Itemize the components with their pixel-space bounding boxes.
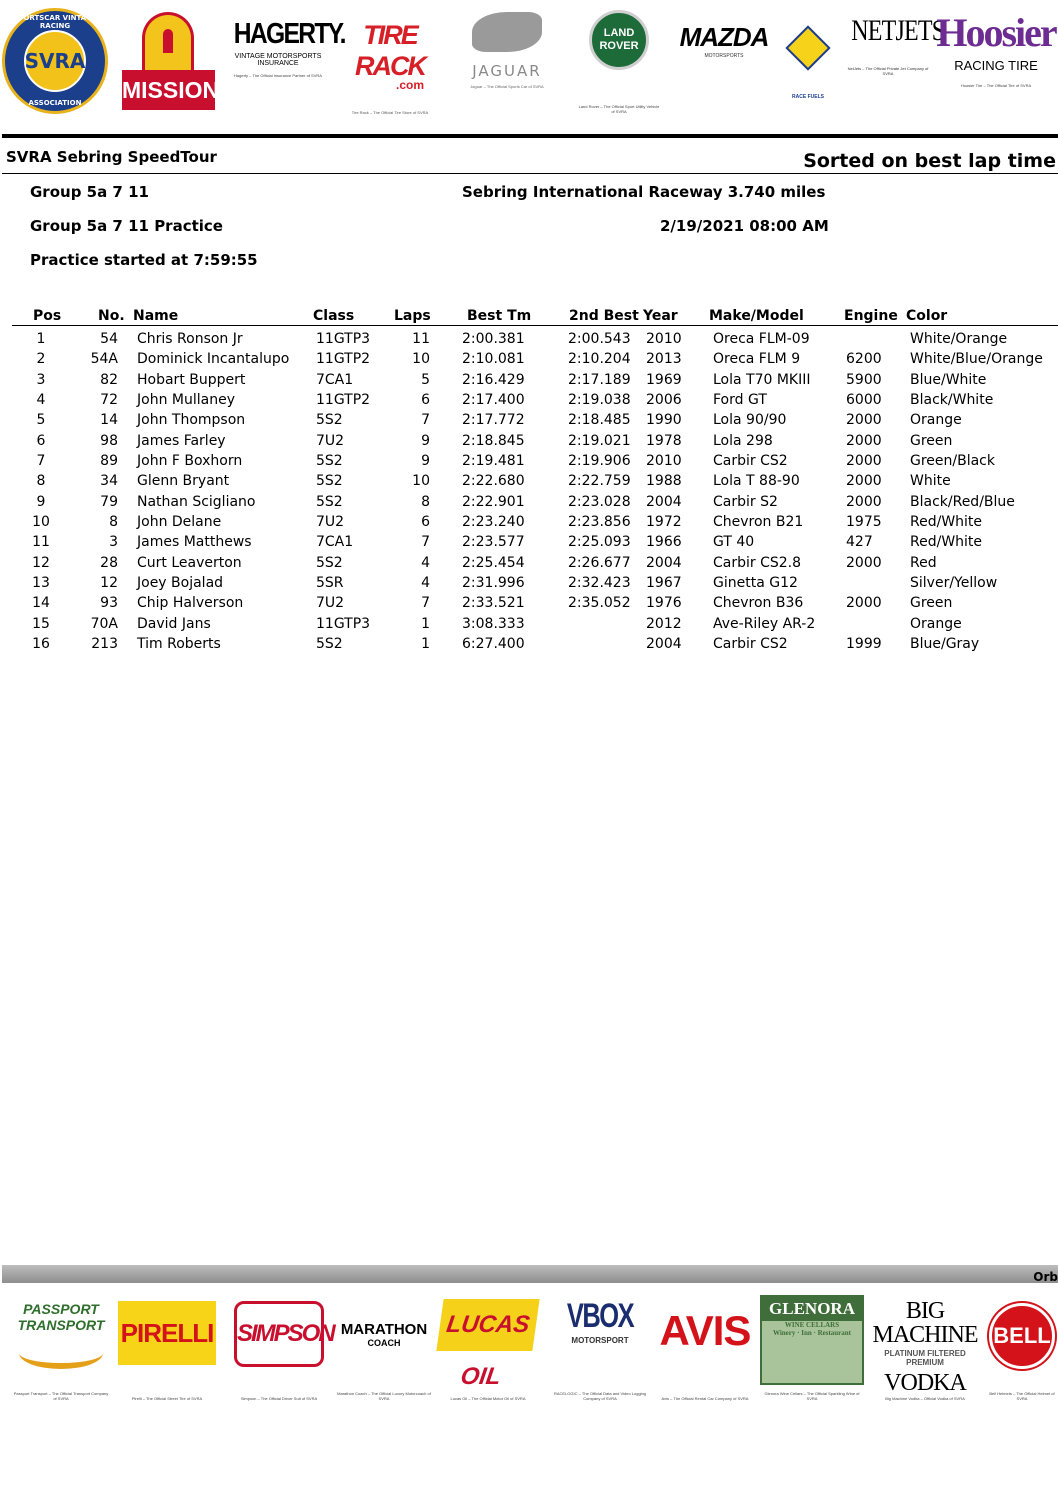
cell-class: 11GTP3 [316, 331, 371, 347]
col-second: 2nd Best [569, 308, 639, 324]
cell-make: Chevron B36 [713, 595, 804, 612]
cell-class: 7U2 [316, 432, 345, 449]
cell-color: Black/Red/Blue [910, 493, 1015, 510]
jaguar-logo [460, 12, 554, 104]
cell-make: Chevron B21 [713, 513, 804, 530]
cell-pos: 13 [32, 574, 50, 591]
vbox-wordmark: VBOX [566, 1297, 634, 1335]
cell-year: 1978 [646, 432, 682, 449]
cell-year: 2004 [646, 493, 682, 510]
cell-color: Blue/White [910, 371, 987, 388]
cell-laps: 7 [421, 534, 430, 551]
cell-second: 2:19.038 [568, 391, 631, 408]
cell-no: 3 [109, 534, 118, 551]
table-row [0, 615, 1058, 635]
simpson-wordmark: SIMPSON [234, 1301, 324, 1367]
cell-best: 3:08.333 [462, 615, 525, 632]
cell-year: 2004 [646, 635, 682, 652]
table-row [0, 371, 1058, 391]
netjets-logo [842, 14, 945, 104]
cell-year: 1972 [646, 513, 682, 530]
table-row [0, 554, 1058, 574]
cell-make: Carbir S2 [713, 493, 778, 510]
col-engine: Engine [844, 308, 898, 324]
cell-year: 2010 [646, 452, 682, 469]
cell-color: Silver/Yellow [910, 574, 998, 591]
sunoco-logo [788, 8, 828, 112]
sunoco-race-fuels: RACE FUELS [792, 94, 824, 100]
cell-pos: 14 [32, 595, 50, 612]
table-row [0, 513, 1058, 533]
table-row [0, 452, 1058, 472]
cell-pos: 15 [32, 615, 50, 632]
cell-best: 2:22.901 [462, 493, 525, 510]
netjets-wordmark: NETJETS [851, 14, 945, 47]
cell-no: 28 [100, 554, 118, 571]
big-machine-fineprint: Big Machine Vodka – Official Vodka of SVRA [885, 1396, 965, 1401]
cell-name: John Delane [137, 513, 222, 530]
bell-wordmark: BELL [989, 1303, 1055, 1369]
cell-name: Dominick Incantalupo [137, 351, 290, 368]
cell-second: 2:22.759 [568, 473, 631, 490]
cell-name: James Matthews [137, 534, 252, 551]
cell-year: 2012 [646, 615, 682, 632]
table-row [0, 391, 1058, 411]
cell-laps: 1 [421, 615, 430, 632]
cell-color: Red/White [910, 513, 983, 530]
hoosier-fineprint: Hoosier Tire – The Official Tire of SVRA [960, 83, 1032, 88]
mission-wordmark: MISSION [122, 70, 215, 110]
cell-laps: 10 [412, 473, 430, 490]
cell-name: John F Boxhorn [137, 452, 243, 469]
big-machine-tagline: PLATINUM FILTERED PREMIUM [884, 1349, 966, 1367]
mission-logo [122, 12, 220, 110]
cell-best: 2:25.454 [462, 554, 525, 571]
cell-class: 7CA1 [316, 534, 354, 551]
glenora-tagline: Winery · Inn · Restaurant [772, 1329, 852, 1337]
cell-year: 1967 [646, 574, 682, 591]
cell-best: 2:18.845 [462, 432, 525, 449]
jaguar-wordmark: JAGUAR [472, 62, 542, 80]
big-machine-wordmark: BIG MACHINE [872, 1298, 978, 1348]
cell-laps: 7 [421, 595, 430, 612]
cell-name: John Mullaney [137, 391, 235, 408]
cell-laps: 4 [421, 554, 430, 571]
cell-year: 1988 [646, 473, 682, 490]
header-rule-thick [2, 134, 1058, 138]
practice-start-label: Practice started at 7:59:55 [30, 251, 258, 269]
cell-pos: 10 [32, 513, 50, 530]
cell-engine: 6200 [846, 351, 882, 368]
cell-make: GT 40 [713, 534, 755, 551]
marathon-wordmark: MARATHON [340, 1321, 428, 1338]
glenora-logo [760, 1295, 864, 1401]
event-title: SVRA Sebring SpeedTour [6, 148, 217, 166]
cell-best: 2:17.400 [462, 391, 525, 408]
mission-bell-icon [142, 12, 194, 72]
cell-best: 2:23.240 [462, 513, 525, 530]
cell-engine: 2000 [846, 412, 882, 429]
col-make: Make/Model [709, 308, 804, 324]
cell-color: Red [910, 554, 937, 571]
cell-class: 11GTP2 [316, 391, 371, 408]
table-row [0, 574, 1058, 594]
cell-color: Black/White [910, 391, 994, 408]
svra-logo [2, 8, 108, 114]
sunoco-diamond-icon [785, 25, 830, 70]
table-row [0, 472, 1058, 492]
table-row [0, 533, 1058, 553]
table-row [0, 493, 1058, 513]
cell-no: 98 [100, 432, 118, 449]
cell-pos: 8 [36, 473, 46, 490]
landrover-oval: LAND ROVER [589, 10, 649, 70]
cell-engine: 2000 [846, 493, 882, 510]
table-row [0, 330, 1058, 350]
cell-no: 12 [100, 574, 118, 591]
cell-color: Orange [910, 615, 962, 632]
cell-year: 1990 [646, 412, 682, 429]
lucas-oil-wordmark: LUCAS OIL [436, 1299, 539, 1351]
footer-bar-text: Orb [1033, 1270, 1058, 1284]
passport-logo [12, 1295, 110, 1401]
cell-second: 2:19.906 [568, 452, 631, 469]
cell-engine: 2000 [846, 432, 882, 449]
cell-laps: 4 [421, 574, 430, 591]
cell-year: 2006 [646, 391, 682, 408]
cell-second: 2:25.093 [568, 534, 631, 551]
cell-no: 54A [90, 351, 118, 368]
marathon-fineprint: Marathon Coach – The Official Luxury Motorcoach of SVRA [337, 1391, 431, 1401]
session-label: Group 5a 7 11 Practice [30, 217, 223, 235]
cell-name: Nathan Scigliano [137, 493, 256, 510]
sort-order-label: Sorted on best lap time [803, 150, 1056, 172]
cell-no: 89 [100, 452, 118, 469]
footer-bar [2, 1265, 1058, 1283]
cell-pos: 16 [32, 635, 50, 652]
cell-no: 213 [91, 635, 118, 652]
col-laps: Laps [394, 308, 431, 324]
col-class: Class [313, 308, 355, 324]
big-machine-vodka: VODKA [884, 1370, 966, 1396]
cell-color: White [910, 473, 951, 490]
mazda-wordmark: MAZDA [679, 22, 769, 52]
cell-engine: 2000 [846, 595, 882, 612]
cell-laps: 10 [412, 351, 430, 368]
hagerty-fineprint: Hagerty – The Official Insurance Partner of SVRA [234, 73, 322, 78]
cell-make: Lola T70 MKIII [713, 371, 811, 388]
cell-no: 72 [100, 391, 118, 408]
session-datetime: 2/19/2021 08:00 AM [660, 217, 829, 235]
cell-second: 2:18.485 [568, 412, 631, 429]
vbox-logo [546, 1295, 654, 1401]
cell-no: 82 [100, 371, 118, 388]
cell-color: Green [910, 432, 953, 449]
table-row [0, 594, 1058, 614]
passport-swoosh-icon [19, 1337, 103, 1369]
col-name: Name [133, 308, 179, 324]
cell-class: 7CA1 [316, 371, 354, 388]
hoosier-wordmark: Hoosier [936, 10, 1056, 55]
cell-make: Lola 298 [713, 432, 773, 449]
cell-second: 2:23.028 [568, 493, 631, 510]
cell-best: 6:27.400 [462, 635, 525, 652]
cell-name: Hobart Buppert [137, 371, 246, 388]
glenora-fineprint: Glenora Wine Cellars – The Official Sparkling Wine of SVRA [764, 1391, 860, 1401]
cell-no: 14 [100, 412, 118, 429]
vbox-motorsport: MOTORSPORT [571, 1336, 629, 1345]
cell-class: 5SR [316, 574, 344, 591]
table-row [0, 432, 1058, 452]
marathon-coach: COACH [367, 1338, 401, 1348]
cell-second: 2:35.052 [568, 595, 631, 612]
cell-color: White/Blue/Orange [910, 351, 1043, 368]
cell-engine: 5900 [846, 371, 882, 388]
cell-pos: 7 [36, 452, 46, 469]
cell-best: 2:23.577 [462, 534, 525, 551]
cell-second: 2:32.423 [568, 574, 631, 591]
cell-make: Carbir CS2 [713, 635, 788, 652]
cell-make: Ave-Riley AR-2 [713, 615, 816, 632]
cell-class: 5S2 [316, 473, 343, 490]
cell-pos: 12 [32, 554, 50, 571]
cell-name: Tim Roberts [137, 635, 221, 652]
tirerack-fineprint: Tire Rack – The Official Tire Store of SVRA [351, 110, 429, 115]
cell-class: 7U2 [316, 513, 345, 530]
avis-wordmark: AVIS [659, 1307, 751, 1354]
passport-fineprint: Passport Transport – The Official Transport Company of SVRA [13, 1391, 109, 1401]
cell-laps: 1 [421, 635, 430, 652]
cell-laps: 9 [421, 452, 430, 469]
cell-make: Oreca FLM-09 [713, 331, 810, 347]
cell-no: 34 [100, 473, 118, 490]
glenora-label [760, 1295, 864, 1385]
svra-ring-top: SPORTSCAR VINTAGE RACING [13, 14, 97, 30]
landrover-logo [577, 10, 661, 114]
cell-pos: 3 [36, 371, 46, 388]
cell-laps: 8 [421, 493, 430, 510]
cell-make: Oreca FLM 9 [713, 351, 801, 368]
cell-name: Joey Bojalad [137, 574, 224, 591]
cell-no: 93 [100, 595, 118, 612]
cell-second: 2:10.204 [568, 351, 631, 368]
cell-pos: 2 [36, 351, 46, 368]
pirelli-wordmark: PIRELLI [118, 1301, 216, 1365]
col-year: Year [643, 308, 678, 324]
cell-no: 79 [100, 493, 118, 510]
svra-logo-main: SVRA [24, 30, 86, 92]
cell-pos: 9 [36, 493, 46, 510]
cell-no: 70A [90, 615, 118, 632]
cell-color: Blue/Gray [910, 635, 980, 652]
cell-name: David Jans [137, 615, 211, 632]
cell-best: 2:31.996 [462, 574, 525, 591]
cell-make: Carbir CS2 [713, 452, 788, 469]
table-row [0, 411, 1058, 431]
cell-pos: 1 [36, 331, 46, 347]
cell-name: Glenn Bryant [137, 473, 230, 490]
cell-year: 2013 [646, 351, 682, 368]
pirelli-fineprint: Pirelli – The Official Street Tire of SVRA [131, 1396, 203, 1401]
cell-laps: 5 [421, 371, 430, 388]
cell-color: Green [910, 595, 953, 612]
cell-best: 2:17.772 [462, 412, 525, 429]
cell-year: 2004 [646, 554, 682, 571]
hoosier-tagline: RACING TIRE [954, 58, 1038, 73]
cell-best: 2:00.381 [462, 331, 525, 347]
jaguar-fineprint: Jaguar – The Official Sports Car of SVRA [470, 84, 544, 89]
hoosier-logo [934, 4, 1058, 112]
cell-make: Ginetta G12 [713, 574, 798, 591]
tirerack-logo [344, 20, 436, 115]
table-row [0, 350, 1058, 370]
column-header-rule [12, 325, 1058, 326]
cell-name: Chris Ronson Jr [137, 331, 243, 347]
cell-engine: 2000 [846, 554, 882, 571]
hagerty-logo [226, 18, 345, 106]
cell-class: 7U2 [316, 595, 345, 612]
cell-color: Orange [910, 412, 962, 429]
landrover-fineprint: Land Rover – The Official Sport Utility Vehicle of SVRA [578, 104, 660, 114]
cell-class: 5S2 [316, 554, 343, 571]
track-label: Sebring International Raceway 3.740 miles [462, 183, 826, 201]
cell-class: 5S2 [316, 493, 343, 510]
cell-year: 1969 [646, 371, 682, 388]
cell-engine: 6000 [846, 391, 882, 408]
cell-name: Chip Halverson [137, 595, 244, 612]
cell-no: 8 [109, 513, 118, 530]
bell-logo [986, 1295, 1058, 1401]
passport-wordmark: PASSPORT TRANSPORT [17, 1301, 105, 1333]
header-rule-thin [2, 173, 1058, 174]
cell-year: 1976 [646, 595, 682, 612]
glenora-wine-cellars: WINE CELLARS [784, 1321, 840, 1329]
col-pos: Pos [33, 308, 62, 324]
netjets-fineprint: NetJets – The Official Private Jet Company of SVRA [847, 66, 929, 76]
cell-class: 11GTP2 [316, 351, 371, 368]
cell-engine: 2000 [846, 452, 882, 469]
vbox-fineprint: RACELOGIC – The Official Data and Video Logging Company of SVRA [553, 1391, 647, 1401]
lucas-oil-logo [438, 1295, 538, 1401]
cell-name: James Farley [137, 432, 226, 449]
cell-color: Red/White [910, 534, 983, 551]
cell-best: 2:10.081 [462, 351, 525, 368]
cell-laps: 6 [421, 391, 430, 408]
mazda-tagline: MOTORSPORTS [704, 53, 744, 59]
cell-engine: 1999 [846, 635, 882, 652]
cell-laps: 6 [421, 513, 430, 530]
cell-second: 2:00.543 [568, 331, 631, 347]
cell-second: 2:23.856 [568, 513, 631, 530]
simpson-fineprint: Simpson – The Official Driver Suit of SVRA [240, 1396, 318, 1401]
col-color: Color [906, 308, 948, 324]
tirerack-wordmark: TIRE RACK [355, 20, 425, 81]
cell-engine: 1975 [846, 513, 882, 530]
lucas-oil-fineprint: Lucas Oil – The Official Motor Oil of SVRA [450, 1396, 526, 1401]
mazda-logo [678, 8, 770, 112]
cell-best: 2:16.429 [462, 371, 525, 388]
cell-class: 11GTP3 [316, 615, 371, 632]
cell-make: Carbir CS2.8 [713, 554, 802, 571]
results-table [0, 330, 1058, 655]
cell-color: White/Orange [910, 331, 1008, 347]
bell-fineprint: Bell Helmets – The Official Helmet of SVRA [989, 1391, 1055, 1401]
jaguar-leaper-icon [472, 12, 542, 52]
cell-class: 5S2 [316, 452, 343, 469]
hagerty-tagline: VINTAGE MOTORSPORTS INSURANCE [234, 53, 322, 67]
tirerack-dotcom: .com [395, 78, 424, 92]
cell-name: Curt Leaverton [137, 554, 242, 571]
hagerty-wordmark: HAGERTY. [233, 18, 345, 50]
cell-color: Green/Black [910, 452, 995, 469]
cell-pos: 6 [36, 432, 46, 449]
cell-best: 2:19.481 [462, 452, 525, 469]
cell-laps: 7 [421, 412, 430, 429]
cell-make: Lola 90/90 [713, 412, 787, 429]
group-label: Group 5a 7 11 [30, 183, 149, 201]
cell-engine: 2000 [846, 473, 882, 490]
avis-logo [658, 1295, 752, 1401]
cell-name: John Thompson [137, 412, 246, 429]
cell-year: 1966 [646, 534, 682, 551]
cell-pos: 5 [36, 412, 46, 429]
cell-make: Ford GT [713, 391, 767, 408]
marathon-logo [334, 1295, 434, 1401]
simpson-logo [228, 1295, 334, 1401]
cell-best: 2:22.680 [462, 473, 525, 490]
cell-year: 2010 [646, 331, 682, 347]
cell-pos: 11 [32, 534, 50, 551]
big-machine-logo [870, 1295, 980, 1401]
table-row [0, 635, 1058, 655]
cell-make: Lola T 88-90 [713, 473, 800, 490]
cell-pos: 4 [36, 391, 46, 408]
cell-laps: 11 [412, 331, 430, 347]
cell-engine: 427 [846, 534, 873, 551]
svra-ring-bottom: ASSOCIATION [28, 99, 82, 107]
pirelli-logo [116, 1295, 218, 1401]
cell-best: 2:33.521 [462, 595, 525, 612]
cell-class: 5S2 [316, 635, 343, 652]
cell-no: 54 [100, 331, 118, 347]
glenora-wordmark: GLENORA [762, 1297, 862, 1321]
cell-laps: 9 [421, 432, 430, 449]
col-no: No. [98, 308, 125, 324]
avis-fineprint: Avis – The Official Rental Car Company of SVRA [661, 1396, 749, 1401]
col-best: Best Tm [467, 308, 532, 324]
cell-second: 2:19.021 [568, 432, 631, 449]
cell-second: 2:17.189 [568, 371, 631, 388]
cell-class: 5S2 [316, 412, 343, 429]
cell-second: 2:26.677 [568, 554, 631, 571]
